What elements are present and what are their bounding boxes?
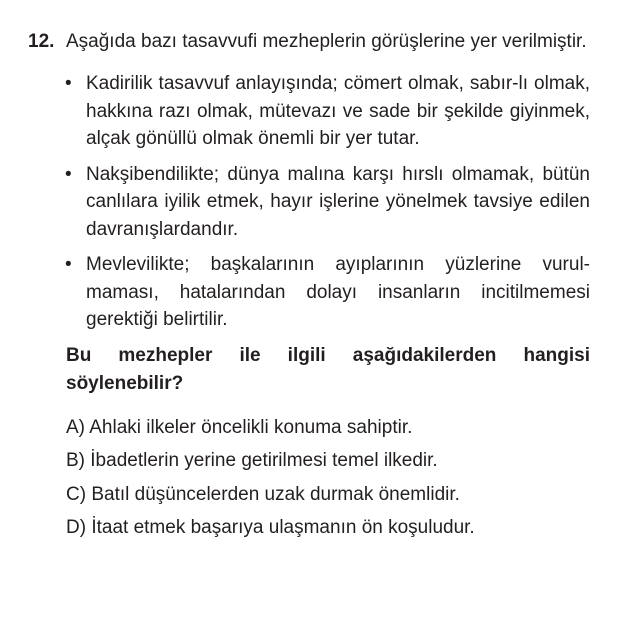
question-stem-text: Aşağıda bazı tasavvufi mezheplerin görüşlerine yer verilmiştir. xyxy=(66,31,587,52)
statement-mevlevilik xyxy=(65,251,590,334)
statement-text: Nakşibendilikte; dünya malına karşı hırslı olmamak, bütün canlılara iyilik etmek, hayır işlerine yönelmek tavsiye edilen davranışlardandır. xyxy=(86,163,590,240)
question-stem xyxy=(28,28,590,56)
statement-list xyxy=(28,70,590,334)
question-number: 12. xyxy=(28,31,55,52)
bullet-icon: • xyxy=(65,254,72,275)
option-a[interactable]: A) Ahlaki ilkeler öncelikli konuma sahiptir. xyxy=(66,416,413,438)
bullet-icon: • xyxy=(65,163,72,185)
answer-options xyxy=(66,416,590,550)
option-b[interactable]: B) İbadetlerin yerine getirilmesi temel ilkedir. xyxy=(66,450,438,471)
option-d[interactable]: D) İtaat etmek başarıya ulaşmanın ön koşuludur. xyxy=(66,517,475,538)
question-block xyxy=(28,28,590,550)
statement-text: Kadirilik tasavvuf anlayışında; cömert olmak, sabır-lı olmak, hakkına razı olmak, mütevazı ve sade bir şekilde giyinmek, alçak gönüllü olmak önemli bir yer tutar. xyxy=(86,73,590,149)
statement-text: Mevlevilikte; başkalarının ayıplarının yüzlerine vurul-maması, hatalarından dolayı insanların incitilmemesi gerektiği belirtilir. xyxy=(86,254,590,330)
option-c[interactable]: C) Batıl düşüncelerden uzak durmak önemlidir. xyxy=(66,483,460,505)
bullet-icon: • xyxy=(65,73,72,94)
statement-naksibendilik xyxy=(65,161,590,244)
question-prompt xyxy=(66,342,590,398)
question-prompt-line1: Bu mezhepler ile ilgili aşağıdakilerden hangisi xyxy=(66,344,590,366)
question-prompt-line2: söylenebilir? xyxy=(66,372,184,394)
statement-kadirilik xyxy=(65,70,590,153)
